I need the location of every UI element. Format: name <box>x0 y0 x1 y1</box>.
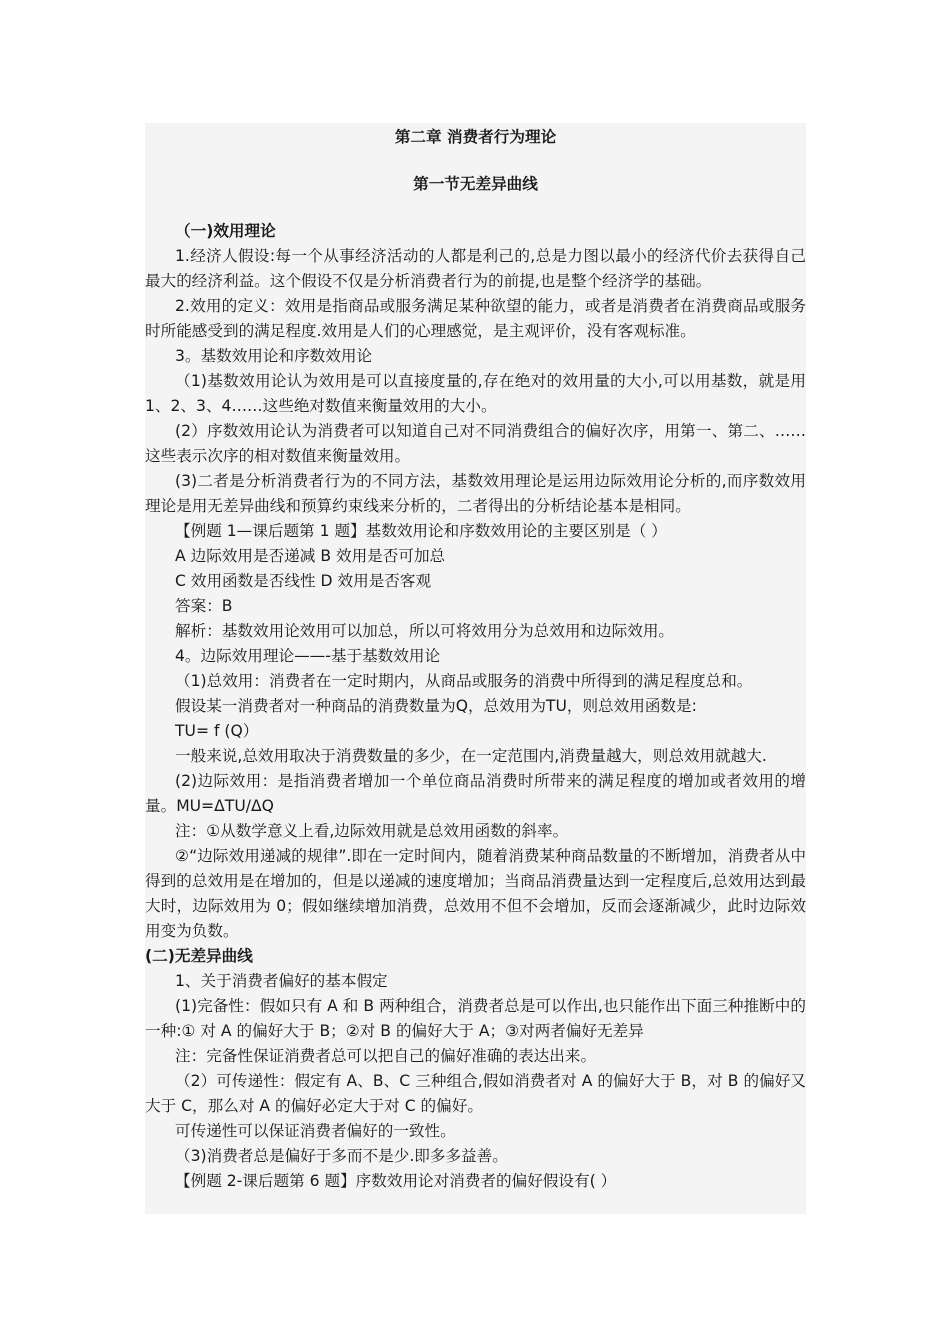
document-body <box>145 123 806 1214</box>
example-1-options-cd: C 效用函数是否线性 D 效用是否客观 <box>175 572 432 590</box>
paragraph-economic-man: 1.经济人假设:每一个从事经济活动的人都是利己的,总是力图以最小的经济代价去获得自己最大的经济利益。这个假设不仅是分析消费者行为的前提,也是整个经济学的基础。 <box>145 247 806 290</box>
heading-indifference-curve: (二)无差异曲线 <box>145 947 253 965</box>
paragraph-diminishing-law: ②“边际效用递减的规律”.即在一定时间内，随着消费某种商品数量的不断增加，消费者从中得到的总效用是在增加的，但是以递减的速度增加；当商品消费量达到一定程度后,总效用达到最大时，边际效用为 0；假如继续增加消费，总效用不但不会增加，反而会逐渐减少，此时边际效用变为负数。 <box>145 847 806 940</box>
paragraph-cardinal: （1)基数效用论认为效用是可以直接度量的,存在绝对的效用量的大小,可以用基数，就是用 1、2、3、4……这些绝对数值来衡量效用的大小。 <box>145 372 806 415</box>
paragraph-total-utility: （1)总效用：消费者在一定时期内，从商品或服务的消费中所得到的满足程度总和。 <box>175 672 753 690</box>
paragraph-marginal-utility: (2)边际效用：是指消费者增加一个单位商品消费时所带来的满足程度的增加或者效用的增量。MU=ΔTU/ΔQ <box>145 772 806 815</box>
formula-tu: TU= f (Q） <box>175 722 259 740</box>
subheading-preference-assumptions: 1、关于消费者偏好的基本假定 <box>175 972 388 990</box>
example-1-explanation: 解析：基数效用论效用可以加总，所以可将效用分为总效用和边际效用。 <box>175 622 675 640</box>
subheading-marginal-utility: 4。边际效用理论——-基于基数效用论 <box>175 647 441 665</box>
chapter-title: 第二章 消费者行为理论 <box>394 128 557 146</box>
paragraph-comparison: (3)二者是分析消费者行为的不同方法，基数效用理论是运用边际效用论分析的,而序数效用理论是用无差异曲线和预算约束线来分析的，二者得出的分析结论基本是相同。 <box>145 472 806 515</box>
note-transitivity: 可传递性可以保证消费者偏好的一致性。 <box>175 1122 456 1140</box>
paragraph-assumption-q: 假设某一消费者对一种商品的消费数量为Q，总效用为TU，则总效用函数是: <box>175 697 697 715</box>
example-2-question: 【例题 2-课后题第 6 题】序数效用论对消费者的偏好假设有( ） <box>175 1172 617 1190</box>
paragraph-non-satiation: （3)消费者总是偏好于多而不是少.即多多益善。 <box>175 1147 508 1165</box>
paragraph-utility-definition: 2.效用的定义：效用是指商品或服务满足某种欲望的能力，或者是消费者在消费商品或服务时所能感受到的满足程度.效用是人们的心理感觉，是主观评价，没有客观标准。 <box>145 297 806 340</box>
subheading-cardinal-ordinal: 3。基数效用论和序数效用论 <box>175 347 373 365</box>
note-completeness: 注：完备性保证消费者总可以把自己的偏好准确的表达出来。 <box>175 1047 597 1065</box>
paragraph-completeness: (1)完备性：假如只有 A 和 B 两种组合，消费者总是可以作出,也只能作出下面三种推断中的一种:① 对 A 的偏好大于 B；②对 B 的偏好大于 A；③对两者偏好无差异 <box>145 997 806 1040</box>
example-1-answer: 答案：B <box>175 597 233 615</box>
note-slope: 注：①从数学意义上看,边际效用就是总效用函数的斜率。 <box>175 822 569 840</box>
section-title: 第一节无差异曲线 <box>413 175 538 193</box>
paragraph-total-utility-general: 一般来说,总效用取决于消费数量的多少，在一定范围内,消费量越大，则总效用就越大. <box>175 747 767 765</box>
example-1-question: 【例题 1—课后题第 1 题】基数效用论和序数效用论的主要区别是（ ） <box>175 522 667 540</box>
example-1-options-ab: A 边际效用是否递减 B 效用是否可加总 <box>175 547 446 565</box>
heading-utility-theory: （一)效用理论 <box>175 222 276 240</box>
paragraph-transitivity: （2）可传递性：假定有 A、B、C 三种组合,假如消费者对 A 的偏好大于 B，对 B 的偏好又大于 C，那么对 A 的偏好必定大于对 C 的偏好。 <box>145 1072 806 1115</box>
paragraph-ordinal: (2）序数效用论认为消费者可以知道自己对不同消费组合的偏好次序，用第一、第二、……这些表示次序的相对数值来衡量效用。 <box>145 422 806 465</box>
spacer <box>145 197 806 219</box>
